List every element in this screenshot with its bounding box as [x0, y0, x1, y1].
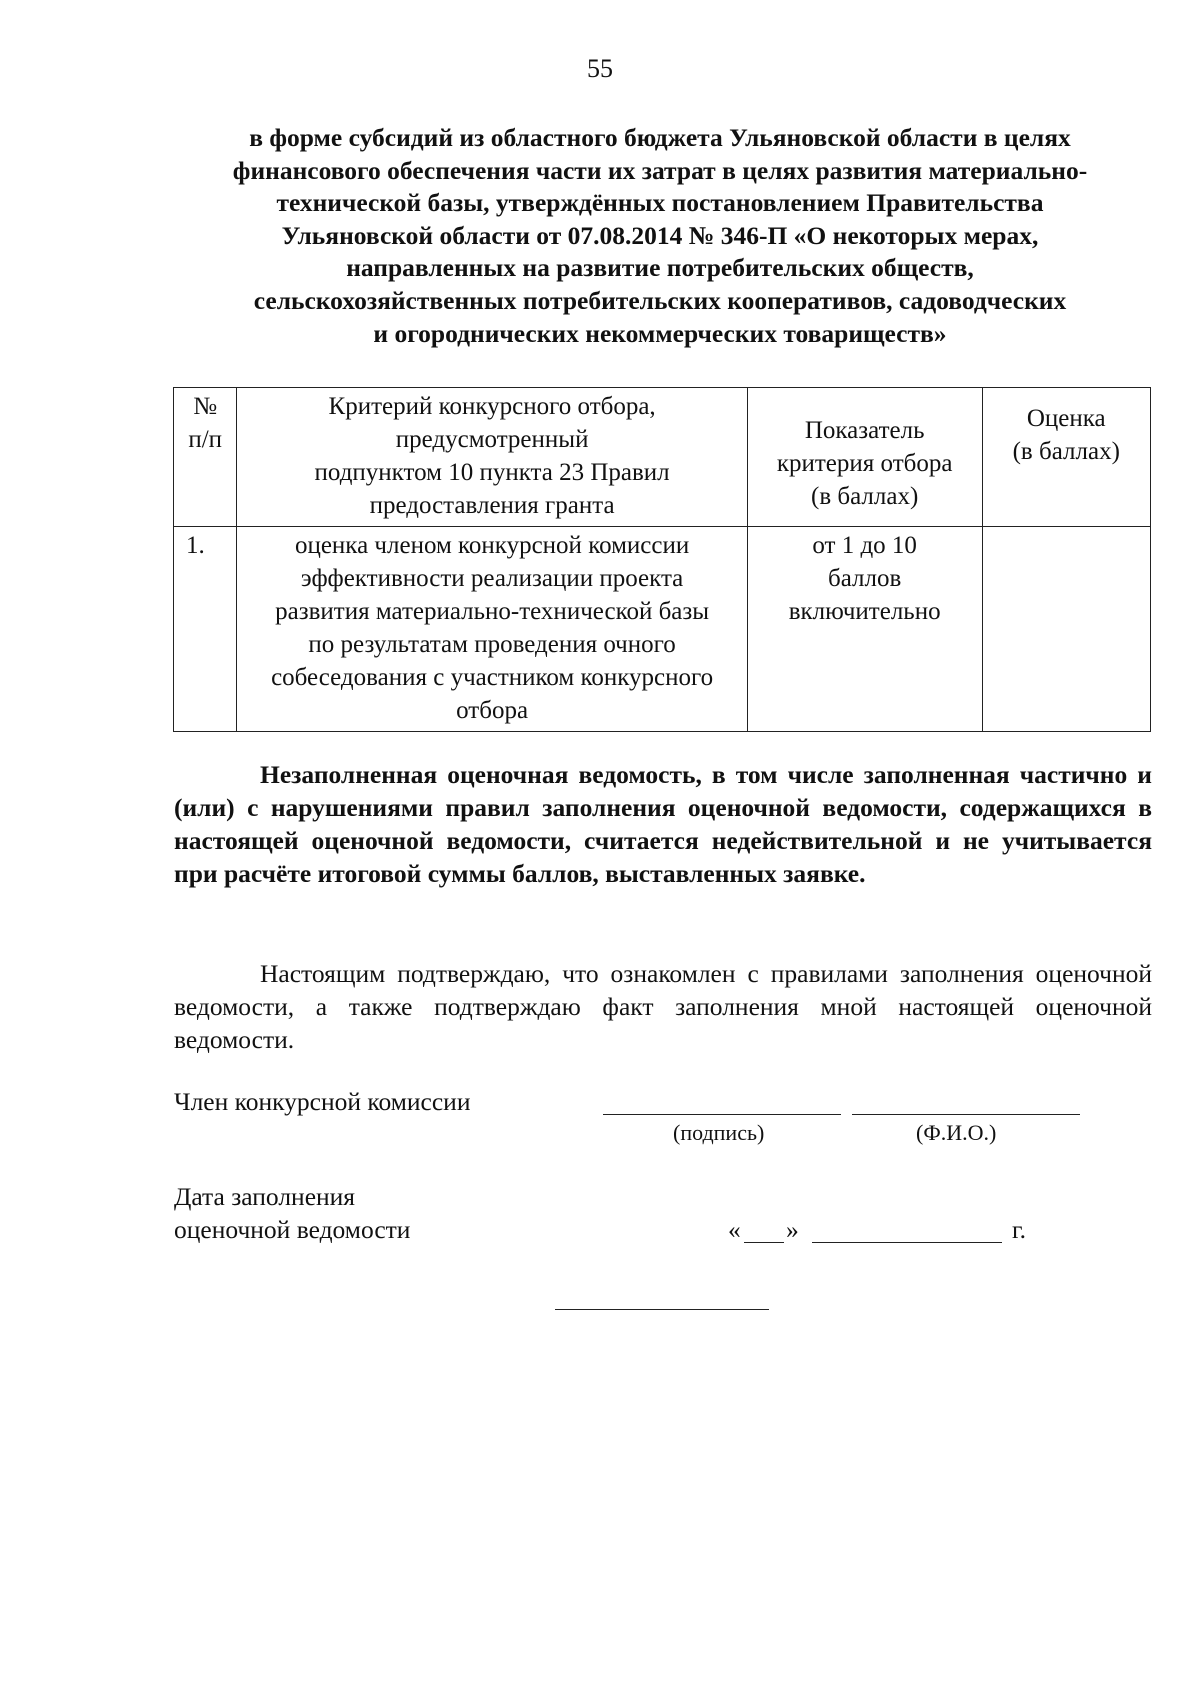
closing-divider	[555, 1309, 769, 1310]
header-indicator: Показатель критерия отбора (в баллах)	[747, 388, 982, 527]
signature-caption: (подпись)	[673, 1120, 765, 1145]
page-number: 55	[587, 54, 613, 83]
day-line[interactable]	[744, 1242, 784, 1243]
month-line[interactable]	[812, 1242, 1002, 1243]
header-score: Оценка (в баллах)	[982, 388, 1150, 527]
table-row	[174, 527, 1151, 732]
row-number: 1.	[174, 527, 237, 732]
date-label-line1: Дата заполнения	[174, 1182, 356, 1211]
table-header-row	[174, 388, 1151, 527]
header-number: № п/п	[174, 388, 237, 527]
name-caption: (Ф.И.О.)	[916, 1120, 997, 1145]
document-title	[180, 122, 1140, 350]
date-label-line2: оценочной ведомости	[174, 1215, 411, 1244]
year-suffix: г.	[1012, 1215, 1026, 1244]
title-line: финансового обеспечения части их затрат в целях развития материально-	[232, 155, 1088, 185]
close-quote: »	[786, 1215, 799, 1244]
title-line: Ульяновской области от 07.08.2014 № 346-П «О некоторых мерах,	[281, 220, 1039, 250]
open-quote: «	[728, 1215, 741, 1244]
row-score-cell[interactable]	[982, 527, 1150, 732]
title-line: и огороднических некоммерческих товариществ»	[373, 318, 947, 348]
header-criterion: Критерий конкурсного отбора, предусмотренный подпунктом 10 пункта 23 Правил предоставления гранта	[237, 388, 747, 527]
invalid-sheet-notice: Незаполненная оценочная ведомость, в том числе заполненная частично и (или) с нарушениями правил заполнения оценочной ведомости, содержащихся в настоящей оценочной ведомости, считается недействительной и не учитывается при расчёте итоговой суммы баллов, выставленных заявке.	[174, 760, 1152, 888]
row-indicator: от 1 до 10 баллов включительно	[747, 527, 982, 732]
title-line: сельскохозяйственных потребительских кооперативов, садоводческих	[253, 285, 1067, 315]
name-line[interactable]	[852, 1114, 1080, 1115]
row-criterion: оценка членом конкурсной комиссии эффективности реализации проекта развития материально-технической базы по результатам проведения очного собеседования с участником конкурсного отбора	[237, 527, 747, 732]
title-line: направленных на развитие потребительских обществ,	[346, 253, 974, 283]
title-line: в форме субсидий из областного бюджета Ульяновской области в целях	[249, 123, 1071, 152]
title-line: технической базы, утверждённых постановлением Правительства	[276, 188, 1044, 218]
member-label: Член конкурсной комиссии	[174, 1087, 471, 1116]
criteria-table	[173, 387, 1151, 732]
confirmation-paragraph: Настоящим подтверждаю, что ознакомлен с правилами заполнения оценочной ведомости, а также подтверждаю факт заполнения мной настоящей оценочной ведомости.	[174, 959, 1152, 1054]
signature-line[interactable]	[603, 1114, 841, 1115]
